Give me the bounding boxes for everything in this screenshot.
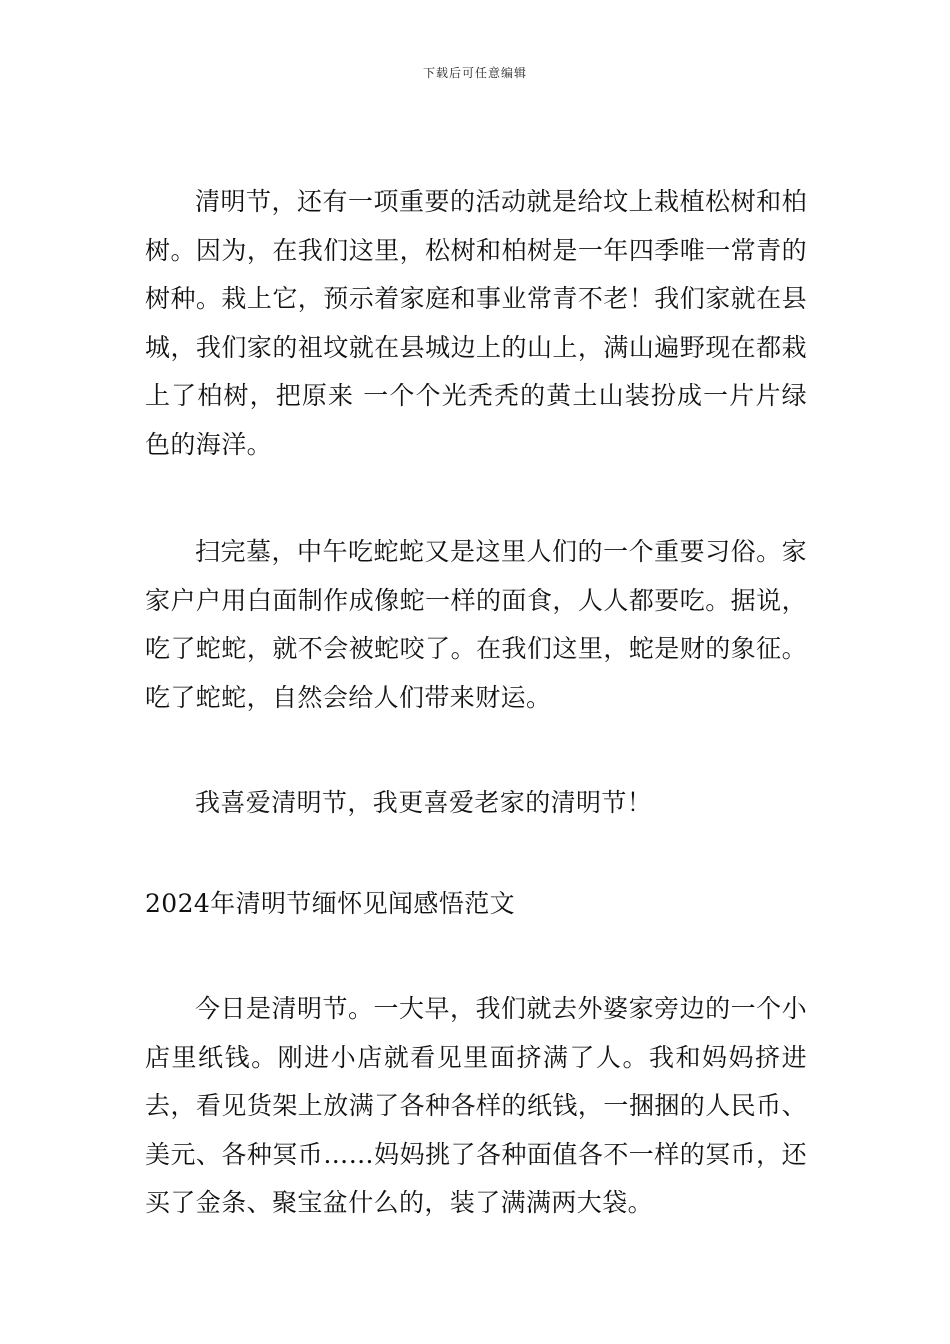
paragraph-closing: 我喜爱清明节，我更喜爱老家的清明节！ [195, 788, 653, 817]
document-body [145, 178, 807, 1228]
paragraph-planting-trees: 清明节，还有一项重要的活动就是给坟上栽植松树和柏树。因为，在我们这里，松树和柏树是一年四季唯一常青的树种。栽上它，预示着家庭和事业常青不老！我们家就在县城，我们家的祖坟就在县城边上的山上，满山遍野现在都栽上了柏树，把原来 一个个光秃秃的黄土山装扮成一片片绿色的海洋。 [145, 187, 807, 459]
page-header-note: 下载后可任意编辑 [422, 66, 527, 80]
paragraph-paper-money: 今日是清明节。一大早，我们就去外婆家旁边的一个小店里纸钱。刚进小店就看见里面挤满了人。我和妈妈挤进去，看见货架上放满了各种各样的纸钱，一捆捆的人民币、美元、各种冥币……妈妈挑了各种面值各不一样的冥币，还买了金条、聚宝盆什么的，装了满满两大袋。 [145, 994, 807, 1217]
paragraph-snake-food: 扫完墓，中午吃蛇蛇又是这里人们的一个重要习俗。家家户户用白面制作成像蛇一样的面食，人人都要吃。据说，吃了蛇蛇，就不会被蛇咬了。在我们这里，蛇是财的象征。吃了蛇蛇，自然会给人们带来财运。 [145, 537, 807, 712]
section-title: 2024年清明节缅怀见闻感悟范文 [145, 888, 516, 918]
